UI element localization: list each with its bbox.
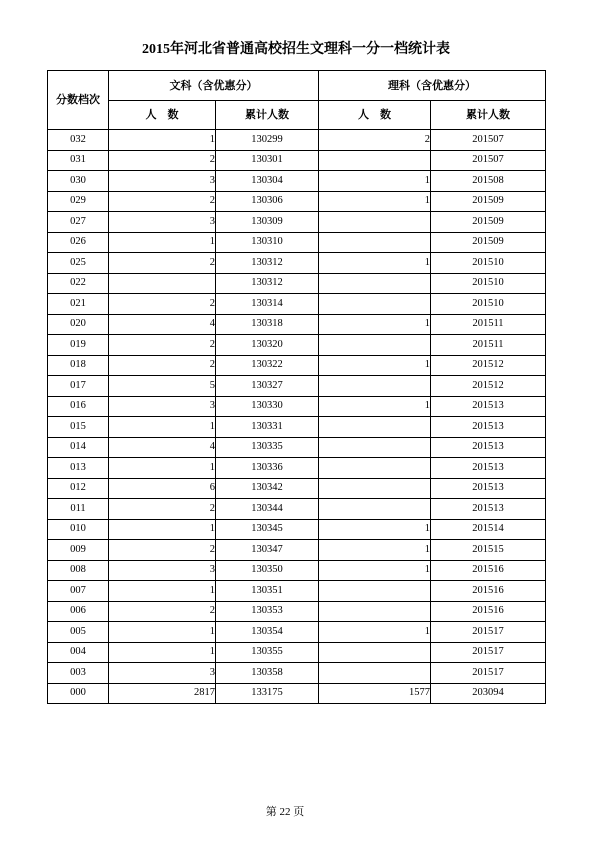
- wen-cumulative-cell: 130314: [216, 294, 319, 315]
- wen-count-cell: 4: [109, 437, 216, 458]
- table-row: [48, 622, 546, 643]
- li-count-cell: 1: [319, 519, 431, 540]
- score-cell: 004: [48, 642, 109, 663]
- wen-cumulative-cell: 130336: [216, 458, 319, 479]
- li-cumulative-cell: 201516: [431, 581, 546, 602]
- li-cumulative-cell: 201507: [431, 150, 546, 171]
- table-row: [48, 396, 546, 417]
- score-cell: 013: [48, 458, 109, 479]
- li-cumulative-cell: 201511: [431, 335, 546, 356]
- table-row: [48, 130, 546, 151]
- li-count-cell: [319, 437, 431, 458]
- wen-cumulative-cell: 130312: [216, 273, 319, 294]
- li-count-cell: 1: [319, 191, 431, 212]
- wen-cumulative-cell: 130306: [216, 191, 319, 212]
- table-row: [48, 478, 546, 499]
- wen-cumulative-cell: 130312: [216, 253, 319, 274]
- li-cumulative-cell: 203094: [431, 683, 546, 704]
- wen-count-cell: 1: [109, 519, 216, 540]
- table-row: [48, 540, 546, 561]
- table-row: [48, 417, 546, 438]
- li-count-cell: 1: [319, 396, 431, 417]
- score-cell: 018: [48, 355, 109, 376]
- wen-count-cell: 3: [109, 560, 216, 581]
- wen-count-cell: 2: [109, 335, 216, 356]
- wen-count-cell: 3: [109, 171, 216, 192]
- li-count-cell: [319, 273, 431, 294]
- score-cell: 003: [48, 663, 109, 684]
- table-row: [48, 437, 546, 458]
- score-cell: 015: [48, 417, 109, 438]
- header-li-group: 理科（含优惠分）: [319, 71, 546, 101]
- li-cumulative-cell: 201515: [431, 540, 546, 561]
- li-count-cell: 1: [319, 355, 431, 376]
- wen-count-cell: 2: [109, 601, 216, 622]
- score-cell: 007: [48, 581, 109, 602]
- wen-count-cell: 2: [109, 294, 216, 315]
- wen-cumulative-cell: 130351: [216, 581, 319, 602]
- header-row-groups: [48, 71, 546, 101]
- wen-cumulative-cell: 130345: [216, 519, 319, 540]
- li-count-cell: [319, 601, 431, 622]
- wen-cumulative-cell: 133175: [216, 683, 319, 704]
- li-cumulative-cell: 201516: [431, 560, 546, 581]
- li-cumulative-cell: 201510: [431, 273, 546, 294]
- wen-cumulative-cell: 130353: [216, 601, 319, 622]
- wen-count-cell: 1: [109, 130, 216, 151]
- li-cumulative-cell: 201512: [431, 355, 546, 376]
- table-row: [48, 519, 546, 540]
- header-wen-count: 人 数: [109, 101, 216, 130]
- wen-count-cell: 2: [109, 253, 216, 274]
- li-cumulative-cell: 201510: [431, 294, 546, 315]
- wen-count-cell: [109, 273, 216, 294]
- li-count-cell: [319, 232, 431, 253]
- table-body: [48, 130, 546, 704]
- li-count-cell: 1577: [319, 683, 431, 704]
- li-count-cell: 1: [319, 560, 431, 581]
- document-title: 2015年河北省普通高校招生文理科一分一档统计表: [142, 42, 450, 57]
- score-cell: 022: [48, 273, 109, 294]
- li-count-cell: 1: [319, 171, 431, 192]
- wen-cumulative-cell: 130344: [216, 499, 319, 520]
- table-row: [48, 314, 546, 335]
- score-cell: 030: [48, 171, 109, 192]
- header-li-count: 人 数: [319, 101, 431, 130]
- li-cumulative-cell: 201507: [431, 130, 546, 151]
- wen-count-cell: 1: [109, 458, 216, 479]
- wen-count-cell: 2: [109, 355, 216, 376]
- wen-count-cell: 1: [109, 232, 216, 253]
- wen-count-cell: 6: [109, 478, 216, 499]
- wen-count-cell: 2: [109, 540, 216, 561]
- page-number: 第 22 页: [265, 806, 305, 818]
- table-row: [48, 560, 546, 581]
- score-cell: 009: [48, 540, 109, 561]
- li-count-cell: [319, 478, 431, 499]
- wen-cumulative-cell: 130304: [216, 171, 319, 192]
- wen-cumulative-cell: 130358: [216, 663, 319, 684]
- wen-count-cell: 4: [109, 314, 216, 335]
- wen-count-cell: 1: [109, 581, 216, 602]
- li-cumulative-cell: 201514: [431, 519, 546, 540]
- li-cumulative-cell: 201513: [431, 396, 546, 417]
- li-count-cell: [319, 294, 431, 315]
- table-row: [48, 171, 546, 192]
- score-cell: 010: [48, 519, 109, 540]
- score-cell: 025: [48, 253, 109, 274]
- wen-cumulative-cell: 130327: [216, 376, 319, 397]
- header-row-columns: [48, 101, 546, 130]
- score-cell: 031: [48, 150, 109, 171]
- wen-count-cell: 3: [109, 663, 216, 684]
- li-cumulative-cell: 201513: [431, 499, 546, 520]
- wen-count-cell: 1: [109, 642, 216, 663]
- table-row: [48, 458, 546, 479]
- wen-cumulative-cell: 130335: [216, 437, 319, 458]
- table-row: [48, 150, 546, 171]
- table-row: [48, 355, 546, 376]
- wen-count-cell: 1: [109, 417, 216, 438]
- table-row: [48, 253, 546, 274]
- score-cell: 027: [48, 212, 109, 233]
- table-header: [48, 71, 546, 130]
- li-cumulative-cell: 201513: [431, 437, 546, 458]
- table-row: [48, 335, 546, 356]
- li-cumulative-cell: 201517: [431, 622, 546, 643]
- wen-cumulative-cell: 130342: [216, 478, 319, 499]
- header-li-cumulative: 累计人数: [431, 101, 546, 130]
- score-cell: 012: [48, 478, 109, 499]
- table-row: [48, 232, 546, 253]
- wen-count-cell: 2: [109, 191, 216, 212]
- li-count-cell: [319, 376, 431, 397]
- wen-cumulative-cell: 130331: [216, 417, 319, 438]
- score-cell: 005: [48, 622, 109, 643]
- li-cumulative-cell: 201513: [431, 417, 546, 438]
- li-cumulative-cell: 201509: [431, 232, 546, 253]
- li-cumulative-cell: 201513: [431, 478, 546, 499]
- li-count-cell: 1: [319, 622, 431, 643]
- table-row: [48, 642, 546, 663]
- score-cell: 029: [48, 191, 109, 212]
- table-row: [48, 273, 546, 294]
- table-row: [48, 601, 546, 622]
- li-count-cell: [319, 417, 431, 438]
- li-count-cell: [319, 642, 431, 663]
- table-row: [48, 294, 546, 315]
- score-cell: 026: [48, 232, 109, 253]
- li-cumulative-cell: 201509: [431, 212, 546, 233]
- wen-cumulative-cell: 130322: [216, 355, 319, 376]
- wen-count-cell: 3: [109, 212, 216, 233]
- score-cell: 014: [48, 437, 109, 458]
- wen-cumulative-cell: 130310: [216, 232, 319, 253]
- li-count-cell: 1: [319, 253, 431, 274]
- li-count-cell: 1: [319, 540, 431, 561]
- table-row: [48, 499, 546, 520]
- score-cell: 011: [48, 499, 109, 520]
- li-count-cell: 1: [319, 314, 431, 335]
- wen-cumulative-cell: 130330: [216, 396, 319, 417]
- score-distribution-table: [47, 70, 546, 704]
- li-cumulative-cell: 201513: [431, 458, 546, 479]
- li-cumulative-cell: 201512: [431, 376, 546, 397]
- wen-count-cell: 5: [109, 376, 216, 397]
- li-count-cell: [319, 499, 431, 520]
- score-cell: 006: [48, 601, 109, 622]
- li-count-cell: [319, 335, 431, 356]
- li-cumulative-cell: 201517: [431, 642, 546, 663]
- wen-cumulative-cell: 130350: [216, 560, 319, 581]
- table-row: [48, 212, 546, 233]
- table-row: [48, 581, 546, 602]
- table-row: [48, 191, 546, 212]
- wen-cumulative-cell: 130318: [216, 314, 319, 335]
- wen-count-cell: 2: [109, 150, 216, 171]
- wen-count-cell: 3: [109, 396, 216, 417]
- score-cell: 019: [48, 335, 109, 356]
- li-count-cell: [319, 212, 431, 233]
- wen-cumulative-cell: 130320: [216, 335, 319, 356]
- wen-cumulative-cell: 130355: [216, 642, 319, 663]
- score-cell: 020: [48, 314, 109, 335]
- wen-count-cell: 2817: [109, 683, 216, 704]
- score-cell: 032: [48, 130, 109, 151]
- score-cell: 000: [48, 683, 109, 704]
- score-cell: 021: [48, 294, 109, 315]
- score-cell: 017: [48, 376, 109, 397]
- wen-cumulative-cell: 130299: [216, 130, 319, 151]
- wen-cumulative-cell: 130301: [216, 150, 319, 171]
- li-count-cell: [319, 150, 431, 171]
- li-count-cell: [319, 581, 431, 602]
- wen-cumulative-cell: 130347: [216, 540, 319, 561]
- li-cumulative-cell: 201509: [431, 191, 546, 212]
- header-score-band: 分数档次: [48, 71, 109, 130]
- table-row: [48, 376, 546, 397]
- wen-cumulative-cell: 130309: [216, 212, 319, 233]
- header-wen-cumulative: 累计人数: [216, 101, 319, 130]
- li-count-cell: [319, 458, 431, 479]
- table-row: [48, 663, 546, 684]
- score-cell: 008: [48, 560, 109, 581]
- li-cumulative-cell: 201517: [431, 663, 546, 684]
- li-cumulative-cell: 201516: [431, 601, 546, 622]
- header-wen-group: 文科（含优惠分）: [109, 71, 319, 101]
- wen-count-cell: 2: [109, 499, 216, 520]
- li-count-cell: [319, 663, 431, 684]
- wen-count-cell: 1: [109, 622, 216, 643]
- li-cumulative-cell: 201511: [431, 314, 546, 335]
- table-row: [48, 683, 546, 704]
- wen-cumulative-cell: 130354: [216, 622, 319, 643]
- li-count-cell: 2: [319, 130, 431, 151]
- li-cumulative-cell: 201510: [431, 253, 546, 274]
- score-cell: 016: [48, 396, 109, 417]
- li-cumulative-cell: 201508: [431, 171, 546, 192]
